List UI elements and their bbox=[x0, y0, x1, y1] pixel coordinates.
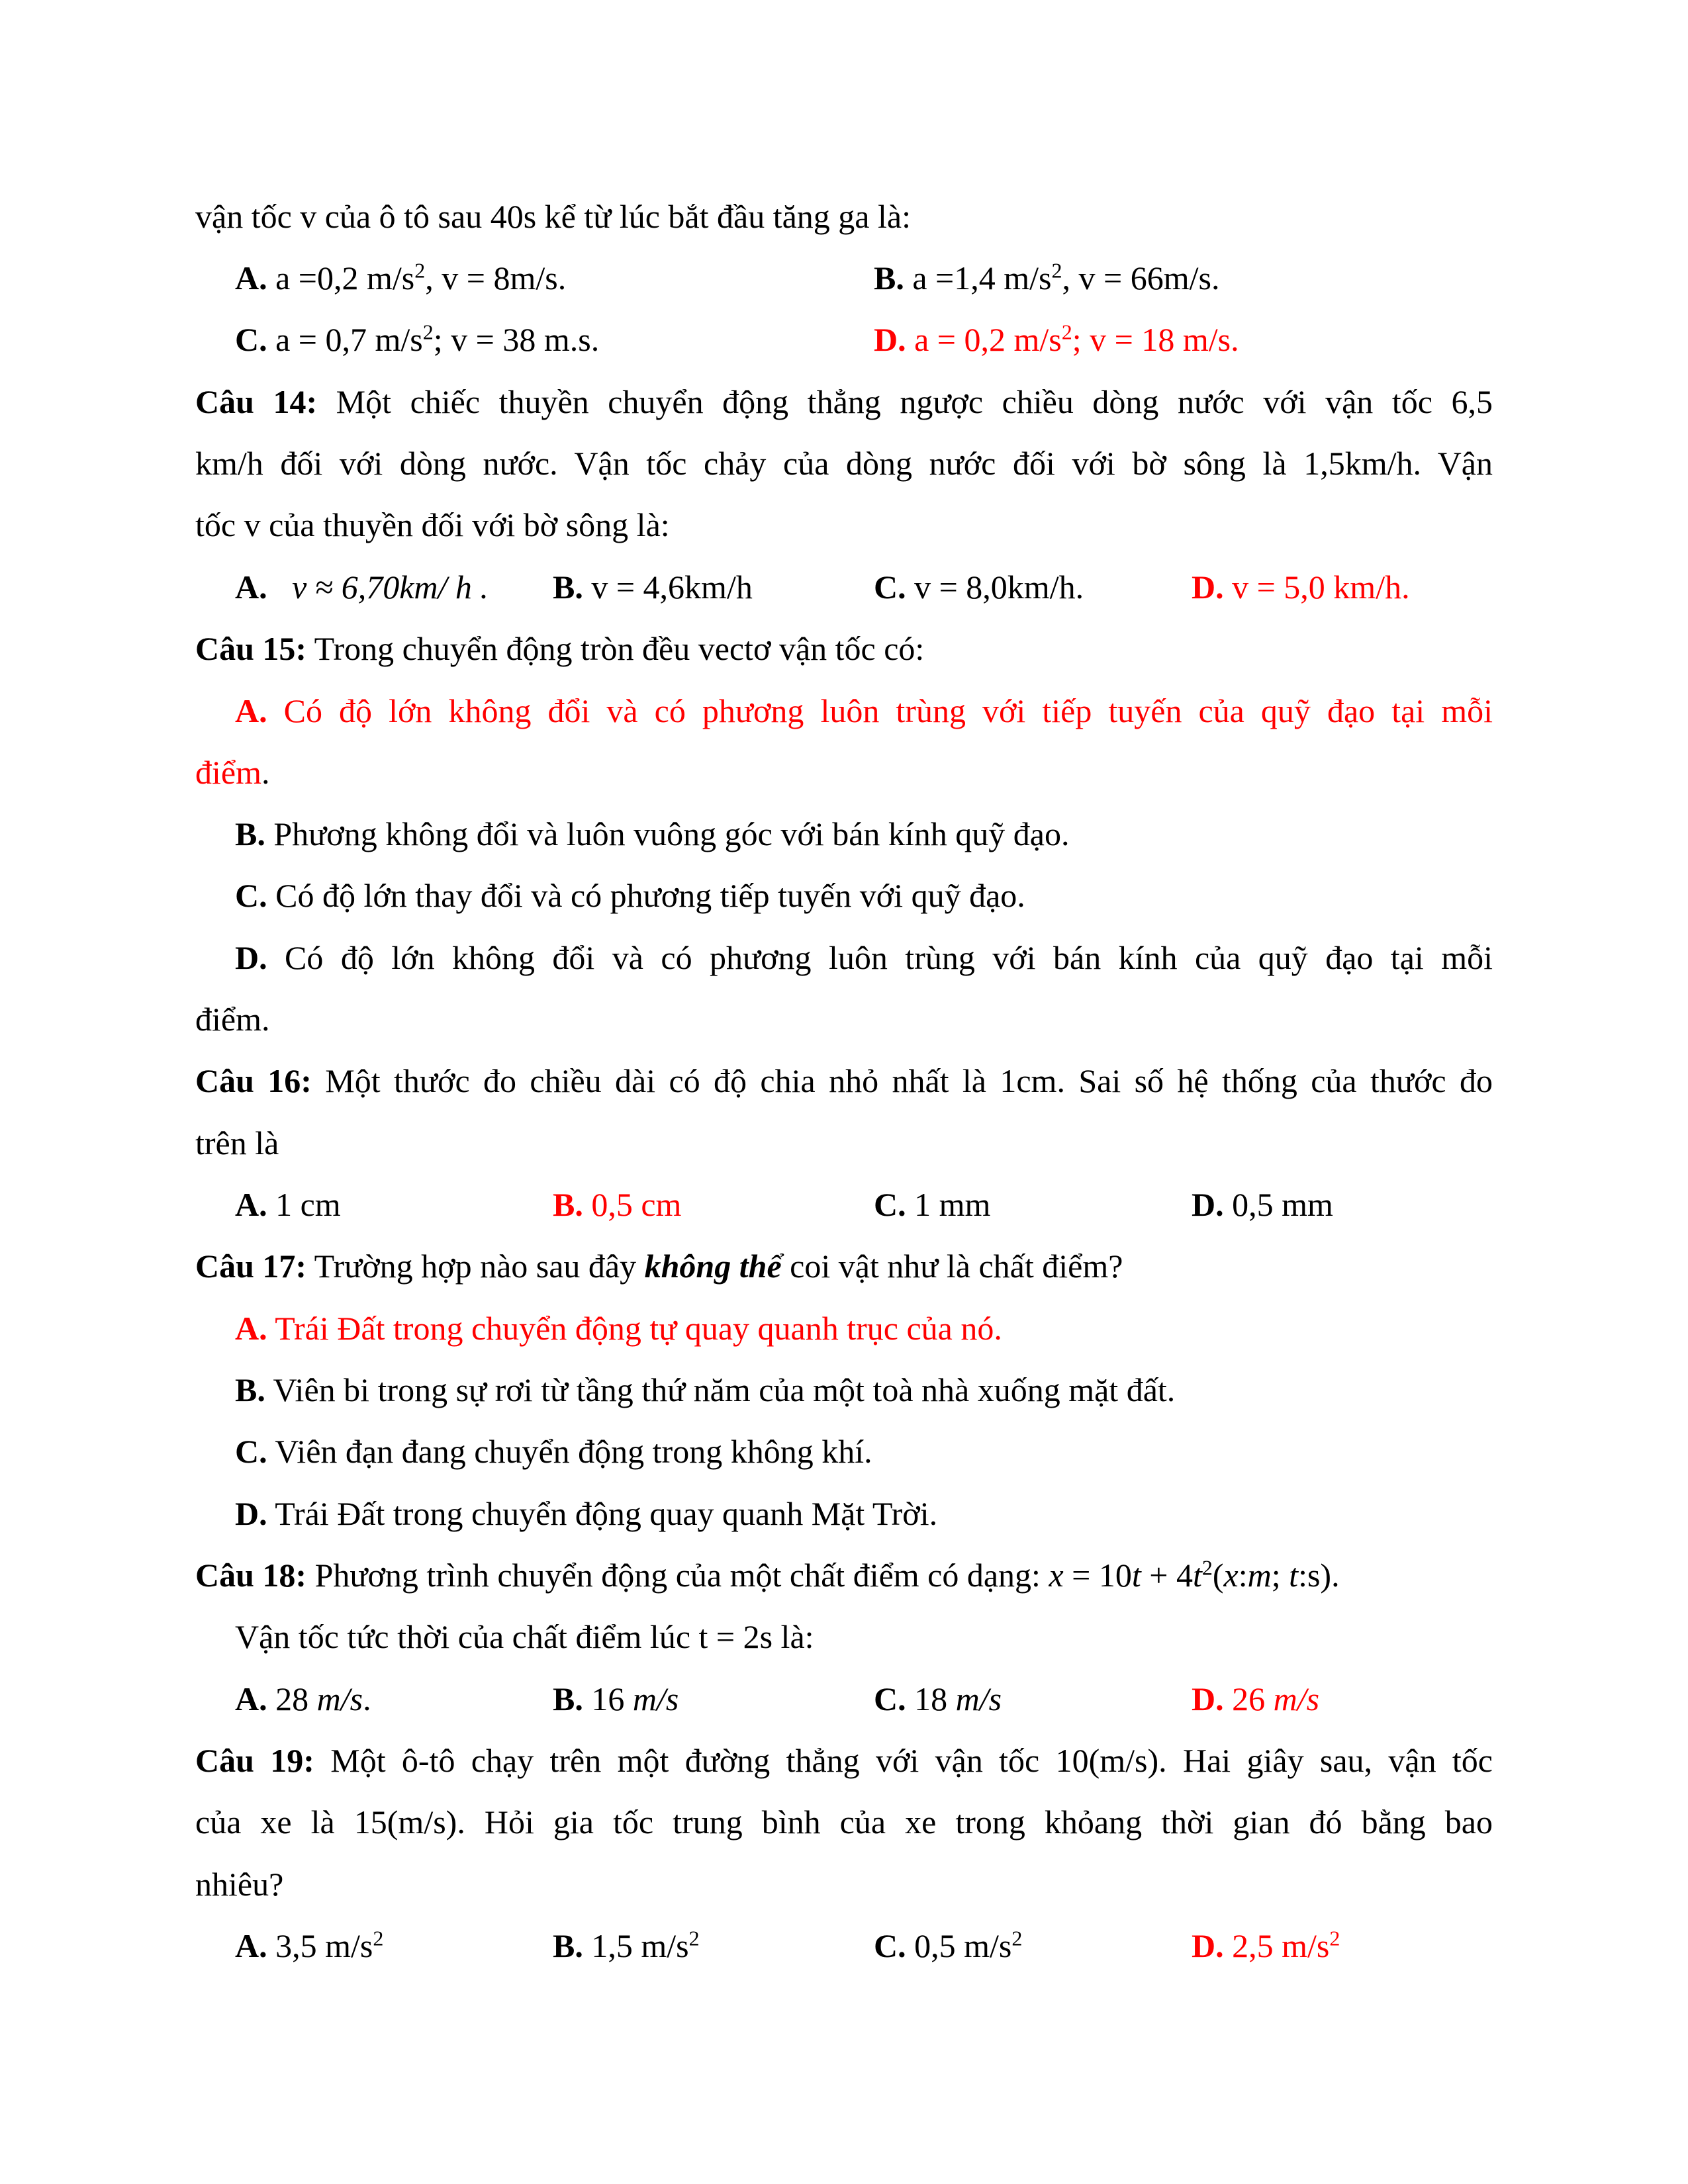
q15-option-a-correct-line2: điểm. bbox=[195, 754, 270, 791]
q19-stem-line1: Câu 19: Một ô-tô chạy trên một đường thẳng với vận tốc 10(m/s). Hai giây sau, vận tốc bbox=[195, 1742, 1493, 1779]
q15-option-b: B. Phương không đổi và luôn vuông góc với bán kính quỹ đạo. bbox=[235, 815, 1070, 852]
intro-line: vận tốc v của ô tô sau 40s kể từ lúc bắt đầu tăng ga là: bbox=[195, 198, 911, 235]
q19-option-c: C. 0,5 $m/s^2$ bbox=[874, 1926, 1023, 1964]
q17-option-c: C. Viên đạn đang chuyển động trong không khí. bbox=[235, 1433, 872, 1470]
q15-option-c: C. Có độ lớn thay đổi và có phương tiếp tuyến với quỹ đạo. bbox=[235, 877, 1025, 914]
q16-option-d: D. 0,5 mm bbox=[1192, 1186, 1333, 1223]
q17-option-a-correct: A. Trái Đất trong chuyển động tự quay quanh trục của nó. bbox=[235, 1310, 1002, 1347]
q14-label: Câu 14: bbox=[195, 383, 318, 420]
q13-options-row1 bbox=[235, 258, 1532, 298]
q19-option-b: B. 1,5 $m/s^2$ bbox=[553, 1926, 700, 1964]
q13-option-b: B. a =1,4 $m/s^2$, v = 66m/s. bbox=[874, 258, 1220, 296]
q16-option-c: C. 1 mm bbox=[874, 1186, 991, 1223]
q18-stem: Câu 18: Phương trình chuyển động của một chất điểm có dạng: $x = 10t + 4t^2(x:m$; t:s). bbox=[195, 1555, 1340, 1594]
q16-option-b-correct: B. 0,5 cm bbox=[553, 1186, 682, 1223]
q13-option-d-correct: D. a = 0,2 $m/s^2$; v = 18 m/s. bbox=[874, 320, 1239, 358]
q14-option-c: C. v = 8,0km/h. bbox=[874, 569, 1084, 606]
q13-option-c: C. a = 0,7 $m/s^2$; v = 38 m.s. bbox=[235, 320, 600, 358]
q19-stem-line2: của xe là 15(m/s). Hỏi gia tốc trung bình của xe trong khỏang thời gian đó bằng bao bbox=[195, 1803, 1493, 1841]
q18-option-a: A. 28 m/s. bbox=[235, 1680, 371, 1717]
q14-option-d-correct: D. v = 5,0 km/h. bbox=[1192, 569, 1410, 606]
q18-stem-line2: Vận tốc tức thời của chất điểm lúc t = 2s là: bbox=[235, 1618, 814, 1655]
q17-option-d: D. Trái Đất trong chuyển động quay quanh Mặt Trời. bbox=[235, 1495, 938, 1532]
q19-option-d-correct: D. 2,5 $m/s^2$ bbox=[1192, 1926, 1340, 1964]
q13-options-row2 bbox=[235, 320, 1532, 359]
q14-stem-line3: tốc v của thuyền đối với bờ sông là: bbox=[195, 506, 670, 543]
q15-option-d-line2: điểm. bbox=[195, 1001, 270, 1038]
q18-option-c: C. 18 m/s bbox=[874, 1680, 1002, 1717]
q15-option-a-correct-line1: A. Có độ lớn không đổi và có phương luôn trùng với tiếp tuyến của quỹ đạo tại mỗi bbox=[235, 692, 1493, 729]
q19-option-a: A. 3,5 $m/s^2$ bbox=[235, 1926, 384, 1964]
q15-stem: Câu 15: Trong chuyển động tròn đều vectơ vận tốc có: bbox=[195, 630, 925, 667]
q14-option-a: A. v ≈ 6,70km/ h . bbox=[235, 569, 489, 606]
q18-option-b: B. 16 m/s bbox=[553, 1680, 679, 1717]
q16-stem-line1: Câu 16: Một thước đo chiều dài có độ chia nhỏ nhất là 1cm. Sai số hệ thống của thước đo bbox=[195, 1062, 1493, 1099]
q18-equation: $x = 10t + 4t^2(x:m$; t:s). bbox=[1049, 1555, 1340, 1594]
q14-option-b: B. v = 4,6km/h bbox=[553, 569, 753, 606]
q13-option-a: A. a =0,2 $m/s^2$, v = 8m/s. bbox=[235, 258, 567, 296]
q17-stem: Câu 17: Trường hợp nào sau đây không thể coi vật như là chất điểm? bbox=[195, 1248, 1123, 1285]
q16-stem-line2: trên là bbox=[195, 1124, 279, 1161]
q19-stem-line3: nhiêu? bbox=[195, 1866, 284, 1903]
q17-option-b: B. Viên bi trong sự rơi từ tầng thứ năm của một toà nhà xuống mặt đất. bbox=[235, 1371, 1176, 1408]
q16-option-a: A. 1 cm bbox=[235, 1186, 341, 1223]
q14-stem-line2: km/h đối với dòng nước. Vận tốc chảy của dòng nước đối với bờ sông là 1,5km/h. Vận bbox=[195, 445, 1493, 482]
q15-option-d-line1: D. Có độ lớn không đổi và có phương luôn trùng với bán kính của quỹ đạo tại mỗi bbox=[235, 939, 1493, 976]
q14-stem-line1: Câu 14: Một chiếc thuyền chuyển động thẳng ngược chiều dòng nước với vận tốc 6,5 bbox=[195, 383, 1493, 420]
q18-option-d-correct: D. 26 m/s bbox=[1192, 1680, 1320, 1717]
